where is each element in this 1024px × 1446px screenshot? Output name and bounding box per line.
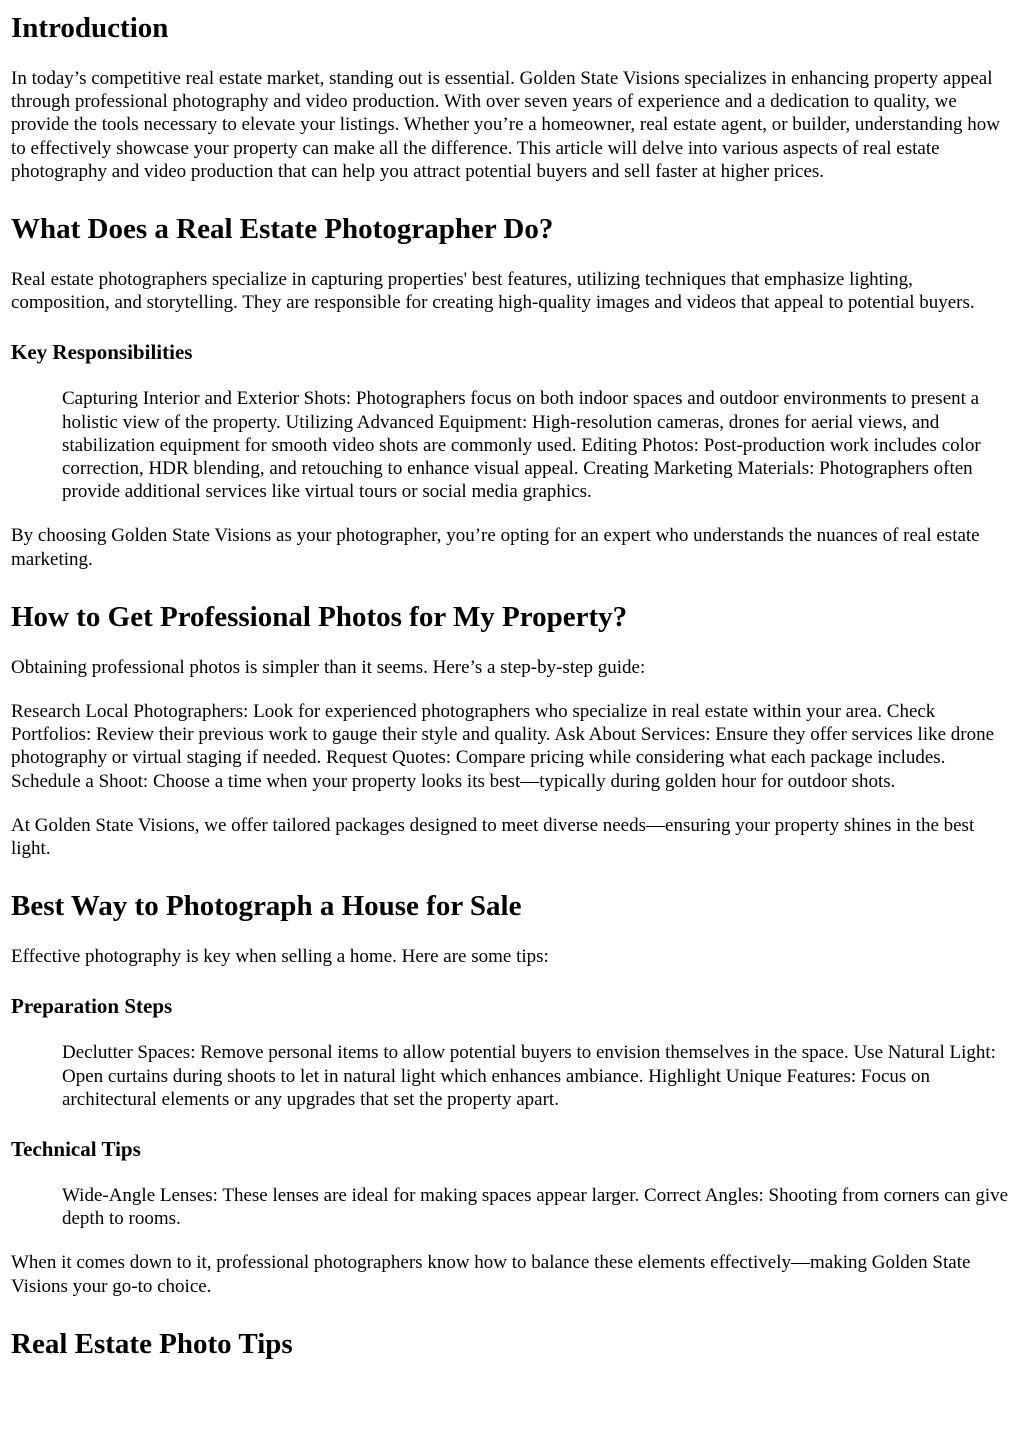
best-way-intro-paragraph: Effective photography is key when selling a home. Here are some tips: <box>11 946 549 968</box>
preparation-steps-list: Declutter Spaces: Remove personal items to allow potential buyers to envision themselves in the space. Use Natural Light: Open curtains during shoots to let in natural light which enhances ambiance. Highlight Unique Features: Focus on architectural elements or any upgrades that set the property apart. <box>62 1042 996 1110</box>
get-photos-closing-paragraph: At Golden State Visions, we offer tailored packages designed to meet diverse needs—ensuring your property shines in the best light. <box>11 814 975 860</box>
technical-tips-list: Wide-Angle Lenses: These lenses are ideal for making spaces appear larger. Correct Angles: Shooting from corners can give depth to rooms. <box>62 1185 1009 1230</box>
get-photos-steps-paragraph: Research Local Photographers: Look for experienced photographers who specialize in real estate within your area. Check Portfolios: Review their previous work to gauge their style and quality. Ask About Services: Ensure they offer services like drone photography or virtual staging if needed. Request Quotes: Compare pricing while considering what each package includes. Schedule a Shoot: Choose a time when your property looks its best—typically during golden hour for outdoor shots. <box>11 701 995 792</box>
get-photos-intro-paragraph: Obtaining professional photos is simpler than it seems. Here’s a step-by-step guide: <box>11 656 646 678</box>
photographer-closing-paragraph: By choosing Golden State Visions as your photographer, you’re opting for an expert who understands the nuances of real estate marketing. <box>11 525 980 570</box>
best-way-closing-paragraph: When it comes down to it, professional photographers know how to balance these elements effectively—making Golden State Visions your go-to choice. <box>11 1252 971 1297</box>
intro-paragraph: In today’s competitive real estate market, standing out is essential. Golden State Visions specializes in enhancing property appeal through professional photography and video production. With over seven years of experience and a dedication to quality, we provide the tools necessary to elevate your listings. Whether you’re a homeowner, real estate agent, or builder, understanding how to effectively showcase your property can make all the difference. This article will delve into various aspects of real estate photography and video production that can help you attract potential buyers and sell faster at higher prices. <box>11 68 1000 182</box>
subheading-technical-tips: Technical Tips <box>11 1137 141 1162</box>
subheading-key-responsibilities: Key Responsibilities <box>11 340 193 365</box>
heading-introduction: Introduction <box>11 12 169 44</box>
responsibilities-list: Capturing Interior and Exterior Shots: Photographers focus on both indoor spaces and outdoor environments to present a holistic view of the property. Utilizing Advanced Equipment: High-resolution cameras, drones for aerial views, and stabilization equipment for smooth video shots are commonly used. Editing Photos: Post-production work includes color correction, HDR blending, and retouching to enhance visual appeal. Creating Marketing Materials: Photographers often provide additional services like virtual tours or social media graphics. <box>62 388 981 503</box>
subheading-preparation-steps: Preparation Steps <box>11 994 173 1019</box>
photographer-paragraph: Real estate photographers specialize in capturing properties' best features, utilizing techniques that emphasize lighting, composition, and storytelling. They are responsible for creating high-quality images and videos that appeal to potential buyers. <box>11 269 975 314</box>
heading-best-way-to-photograph: Best Way to Photograph a House for Sale <box>11 890 522 923</box>
heading-what-does-photographer-do: What Does a Real Estate Photographer Do? <box>11 213 554 246</box>
heading-real-estate-photo-tips: Real Estate Photo Tips <box>11 1327 293 1360</box>
heading-how-to-get-photos: How to Get Professional Photos for My Property? <box>11 600 628 633</box>
